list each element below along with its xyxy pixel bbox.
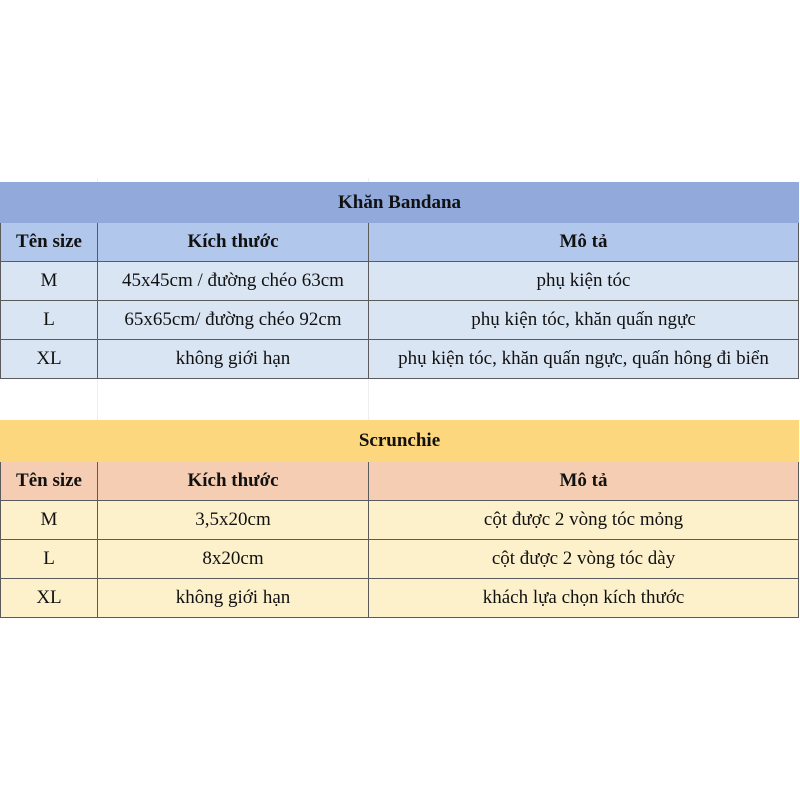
cell-description: cột được 2 vòng tóc dày: [369, 540, 799, 579]
bandana-size-table: [0, 182, 799, 379]
cell-dimensions: 8x20cm: [98, 540, 369, 579]
scrunchie-size-table: [0, 420, 799, 618]
table-title: Scrunchie: [1, 421, 799, 462]
cell-description: cột được 2 vòng tóc mỏng: [369, 501, 799, 540]
cell-description: phụ kiện tóc, khăn quấn ngực: [369, 301, 799, 340]
cell-size: L: [1, 301, 98, 340]
cell-description: phụ kiện tóc: [369, 262, 799, 301]
table-row: [1, 501, 799, 540]
cell-size: XL: [1, 340, 98, 379]
header-dimensions: Kích thước: [98, 223, 369, 262]
cell-size: L: [1, 540, 98, 579]
cell-dimensions: 45x45cm / đường chéo 63cm: [98, 262, 369, 301]
cell-dimensions: không giới hạn: [98, 340, 369, 379]
table-title: Khăn Bandana: [1, 183, 799, 223]
table-row: [1, 262, 799, 301]
cell-dimensions: 65x65cm/ đường chéo 92cm: [98, 301, 369, 340]
header-row: [1, 223, 799, 262]
table-row: [1, 579, 799, 618]
header-size-name: Tên size: [1, 223, 98, 262]
header-size-name: Tên size: [1, 462, 98, 501]
table-row: [1, 540, 799, 579]
cell-size: M: [1, 262, 98, 301]
cell-size: XL: [1, 579, 98, 618]
cell-description: khách lựa chọn kích thước: [369, 579, 799, 618]
cell-size: M: [1, 501, 98, 540]
table-row: [1, 301, 799, 340]
cell-description: phụ kiện tóc, khăn quấn ngực, quấn hông đi biển: [369, 340, 799, 379]
header-dimensions: Kích thước: [98, 462, 369, 501]
table-row: [1, 340, 799, 379]
cell-dimensions: 3,5x20cm: [98, 501, 369, 540]
cell-dimensions: không giới hạn: [98, 579, 369, 618]
header-description: Mô tả: [369, 223, 799, 262]
header-row: [1, 462, 799, 501]
header-description: Mô tả: [369, 462, 799, 501]
